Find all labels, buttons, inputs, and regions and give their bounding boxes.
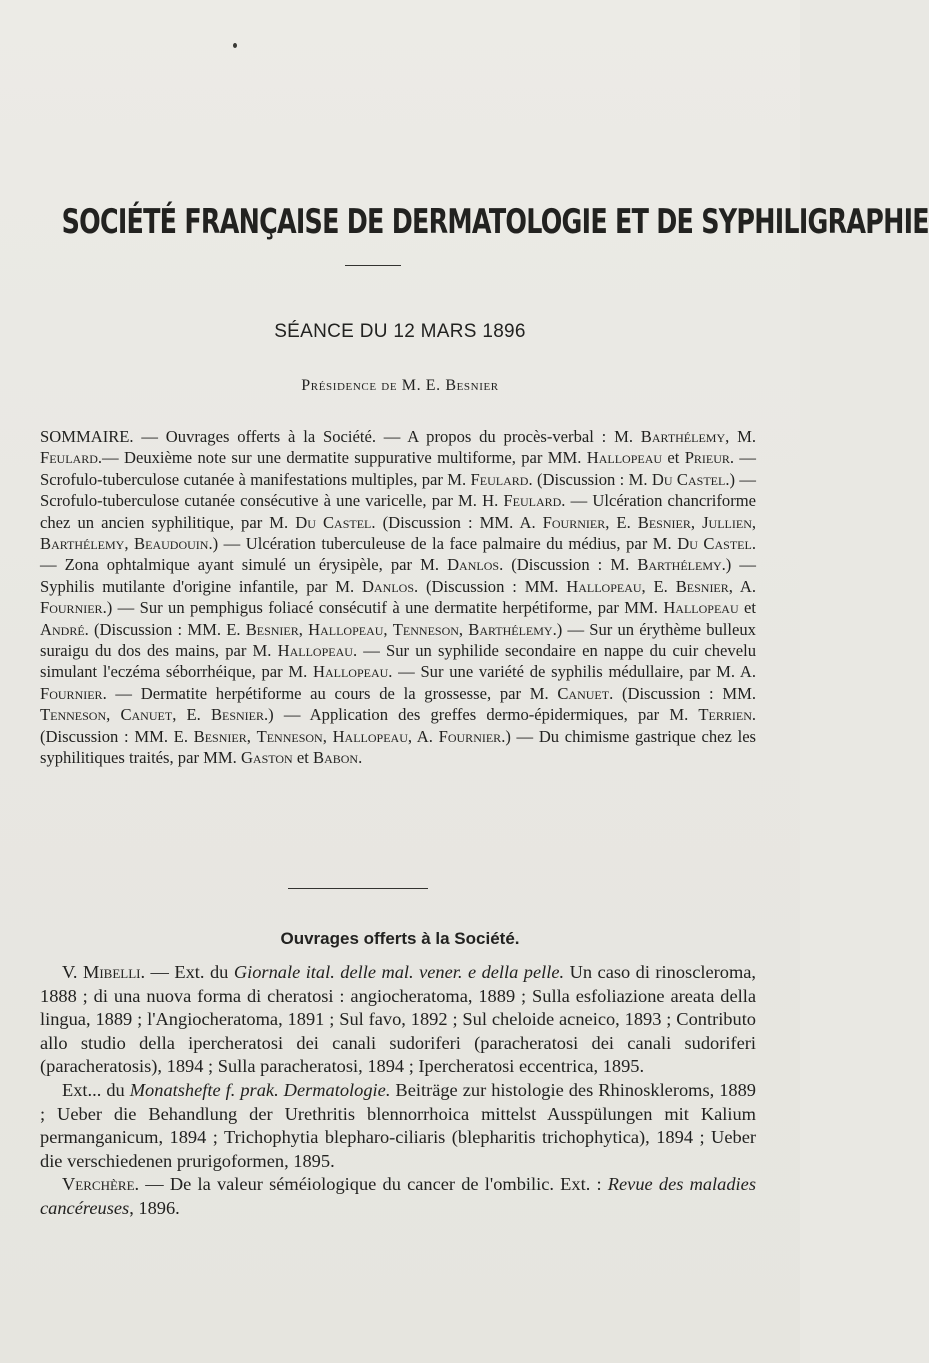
text-run: . (Discussion : MM. A. (371, 512, 543, 532)
text-run: . (358, 748, 363, 768)
ouvrages-title: Ouvrages offerts à la Société. (280, 929, 520, 948)
text-run: et (292, 748, 314, 768)
presidence-line: Présidence de M. E. Besnier (301, 377, 499, 394)
author-name: André (40, 619, 85, 639)
text-run: .) — Du chimisme gastrique chez les syphilitiques traités, par MM. (40, 726, 757, 768)
text-run: . (Discussion : MM. (414, 576, 567, 596)
author-name: Fournier (40, 598, 103, 618)
author-name: Tenneson (40, 705, 107, 725)
author-name: Besnier (245, 619, 299, 639)
author-name: Hallopeau (308, 619, 384, 639)
text-run: , (246, 726, 257, 746)
text-run: , (106, 705, 121, 725)
text-run: Un caso di rinoscleroma, 1888 ; di una nuova forma di cheratosi : angiocheratoma, 1889 ; Sulla esfoliazione areata della lingua, 1889 ; l'Angiocheratoma, 1891 ; Sul favo, 1892 ; Sul cheloide acneico, 1893 ; Contributo allo studio della ipercheratosi dei canali sudoriferi (paracheratosi dei canali sudoriferi (paracheratosis), 1894 ; Sulla paracheratosi, 1894 ; Ipercheratosi eccentrica, 1895. (40, 962, 757, 1077)
ink-speck (233, 43, 237, 48)
text-run: . (Discussion : M. (499, 555, 638, 575)
title-rule (345, 265, 401, 266)
text-run: Ext... du (62, 1079, 130, 1100)
text-run: et (738, 598, 757, 618)
text-run: . — Sur une variété de syphilis médullaire, par M. A. (388, 662, 756, 682)
author-name: Tenneson (392, 619, 459, 639)
author-name: Babon (313, 748, 359, 768)
text-run: . — Scrofulo-tuberculose cutanée à manifestations multiples, par M. (40, 448, 756, 489)
text-run: , M. (725, 427, 757, 446)
text-run: , 1896. (129, 1197, 180, 1218)
journal-title: Monatshefte f. prak. Dermatologie. (129, 1079, 391, 1100)
journal-title: Giornale ital. delle mal. vener. e della pelle. (233, 962, 565, 982)
author-name: Tenneson (256, 726, 323, 746)
author-name: Besnier (210, 705, 265, 725)
society-title: SOCIÉTÉ FRANÇAISE DE DERMATOLOGIE ET DE SYPHILIGRAPHIE (61, 203, 929, 242)
author-name: Canuet (557, 683, 610, 703)
text-run: , (383, 619, 393, 639)
author-name: Terrien (698, 705, 752, 725)
author-name: Barthélemy (637, 555, 722, 575)
text-run: , (124, 534, 135, 554)
ouvrage-entry (40, 961, 756, 1079)
author-name: Du Castel (295, 512, 372, 532)
author-name: Barthélemy (468, 619, 553, 639)
text-run: , E. (641, 576, 676, 596)
text-run: .— Deuxième note sur une dermatite suppurative multiforme, par MM. (97, 448, 587, 468)
sommaire-paragraph (40, 426, 756, 769)
author-name: Feulard (470, 469, 529, 489)
text-run: . (Discussion : MM. (609, 683, 756, 703)
sommaire-label: SOMMAIRE. (40, 427, 134, 446)
author-name: Prieur (684, 448, 730, 468)
author-name: Beaudouin (134, 534, 209, 554)
author-name: Verchère (62, 1174, 135, 1195)
author-name: Hallopeau (332, 726, 408, 746)
ouvrage-entry (40, 1079, 756, 1173)
author-name: Barthélemy (640, 427, 726, 446)
author-name: Hallopeau (277, 641, 353, 661)
text-run: .) — Sur un érythème bulleux suraigu du dos des mains, par M. (40, 619, 756, 661)
section-rule (288, 888, 428, 889)
text-run: . — Zona ophtalmique ayant simulé un érysipèle, par M. (40, 534, 756, 575)
text-run: V. (62, 962, 83, 982)
author-name: Besnier (637, 512, 691, 532)
ouvrages-body (40, 961, 756, 1221)
text-run: .) — Sur un pemphigus foliacé consécutif à une dermatite herpétiforme, par MM. (102, 598, 664, 618)
author-name: Besnier (193, 726, 247, 746)
text-run: .) — Application des greffes dermo-épidermiques, par M. (264, 705, 699, 725)
text-run: , (458, 619, 469, 639)
author-name: Feulard (503, 491, 562, 511)
text-run: , (751, 512, 757, 532)
text-run: Beiträge zur histologie des Rhinoskleroms, 1889 ; Ueber die Behandlung der Urethritis blennorrhoica mittelst Ausspülungen mit Kalium permanganicum, 1894 ; Trichophytia blepharo-ciliaris (blepharitis trichophytica), 1894 ; Ueber die verschiedenen prurigoformen, 1895. (40, 1079, 756, 1171)
text-run: .) — Scrofulo-tuberculose cutanée consécutive à une varicelle, par M. H. (40, 469, 756, 511)
text-run: , (690, 512, 703, 532)
text-run: . (Discussion : M. (528, 469, 652, 489)
author-name: Hallopeau (586, 448, 663, 468)
text-run: et (662, 448, 685, 468)
author-name: Hallopeau (663, 598, 739, 618)
author-name: Mibelli (82, 962, 141, 982)
author-name: Danlos (447, 555, 500, 575)
author-name: Du Castel (677, 534, 752, 554)
text-run: .) — Ulcération tuberculeuse de la face palmaire du médius, par M. (208, 534, 678, 554)
text-run: . (Discussion : MM. E. (40, 705, 757, 746)
text-run: , A. (407, 726, 439, 746)
author-name: Canuet (120, 705, 173, 725)
text-run: , E. (605, 512, 638, 532)
author-name: Barthélemy (40, 534, 125, 554)
text-run: , E. (172, 705, 211, 725)
author-name: Jullien (702, 512, 752, 532)
text-run: . — Sur un syphilide secondaire en nappe du cuir chevelu simulant l'eczéma séborrhéique, par M. (40, 641, 756, 682)
author-name: Gaston (240, 748, 293, 768)
journal-title: Revue des maladies cancéreuses (40, 1174, 756, 1218)
text-run: .) — Syphilis mutilante d'origine infantile, par M. (40, 555, 756, 596)
author-name: Besnier (675, 576, 729, 596)
text-run: , A. (728, 576, 757, 596)
seance-title: SÉANCE DU 12 MARS 1896 (274, 321, 526, 342)
author-name: Fournier (40, 683, 103, 703)
author-name: Danlos (362, 576, 415, 596)
author-name: Hallopeau (312, 662, 389, 682)
ouvrage-entry (40, 1173, 756, 1220)
text-run: . (Discussion : MM. E. (84, 619, 246, 639)
text-run: , (322, 726, 333, 746)
author-name: Fournier (542, 512, 606, 532)
text-run: — Ouvrages offerts à la Société. — A propos du procès-verbal : M. (133, 427, 641, 446)
text-run: . — Ulcération chancriforme chez un ancien syphilitique, par M. (40, 491, 756, 532)
text-run: . — Ext. du (140, 962, 234, 982)
author-name: Hallopeau (566, 576, 642, 596)
author-name: Fournier (438, 726, 502, 746)
sommaire-body (40, 427, 756, 767)
text-run: . — Dermatite herpétiforme au cours de la grossesse, par M. (102, 683, 558, 703)
text-run: , (298, 619, 309, 639)
author-name: Du Castel (651, 469, 726, 489)
author-name: Feulard (40, 448, 98, 468)
text-run: . — De la valeur séméiologique du cancer de l'ombilic. Ext. : (134, 1174, 608, 1195)
